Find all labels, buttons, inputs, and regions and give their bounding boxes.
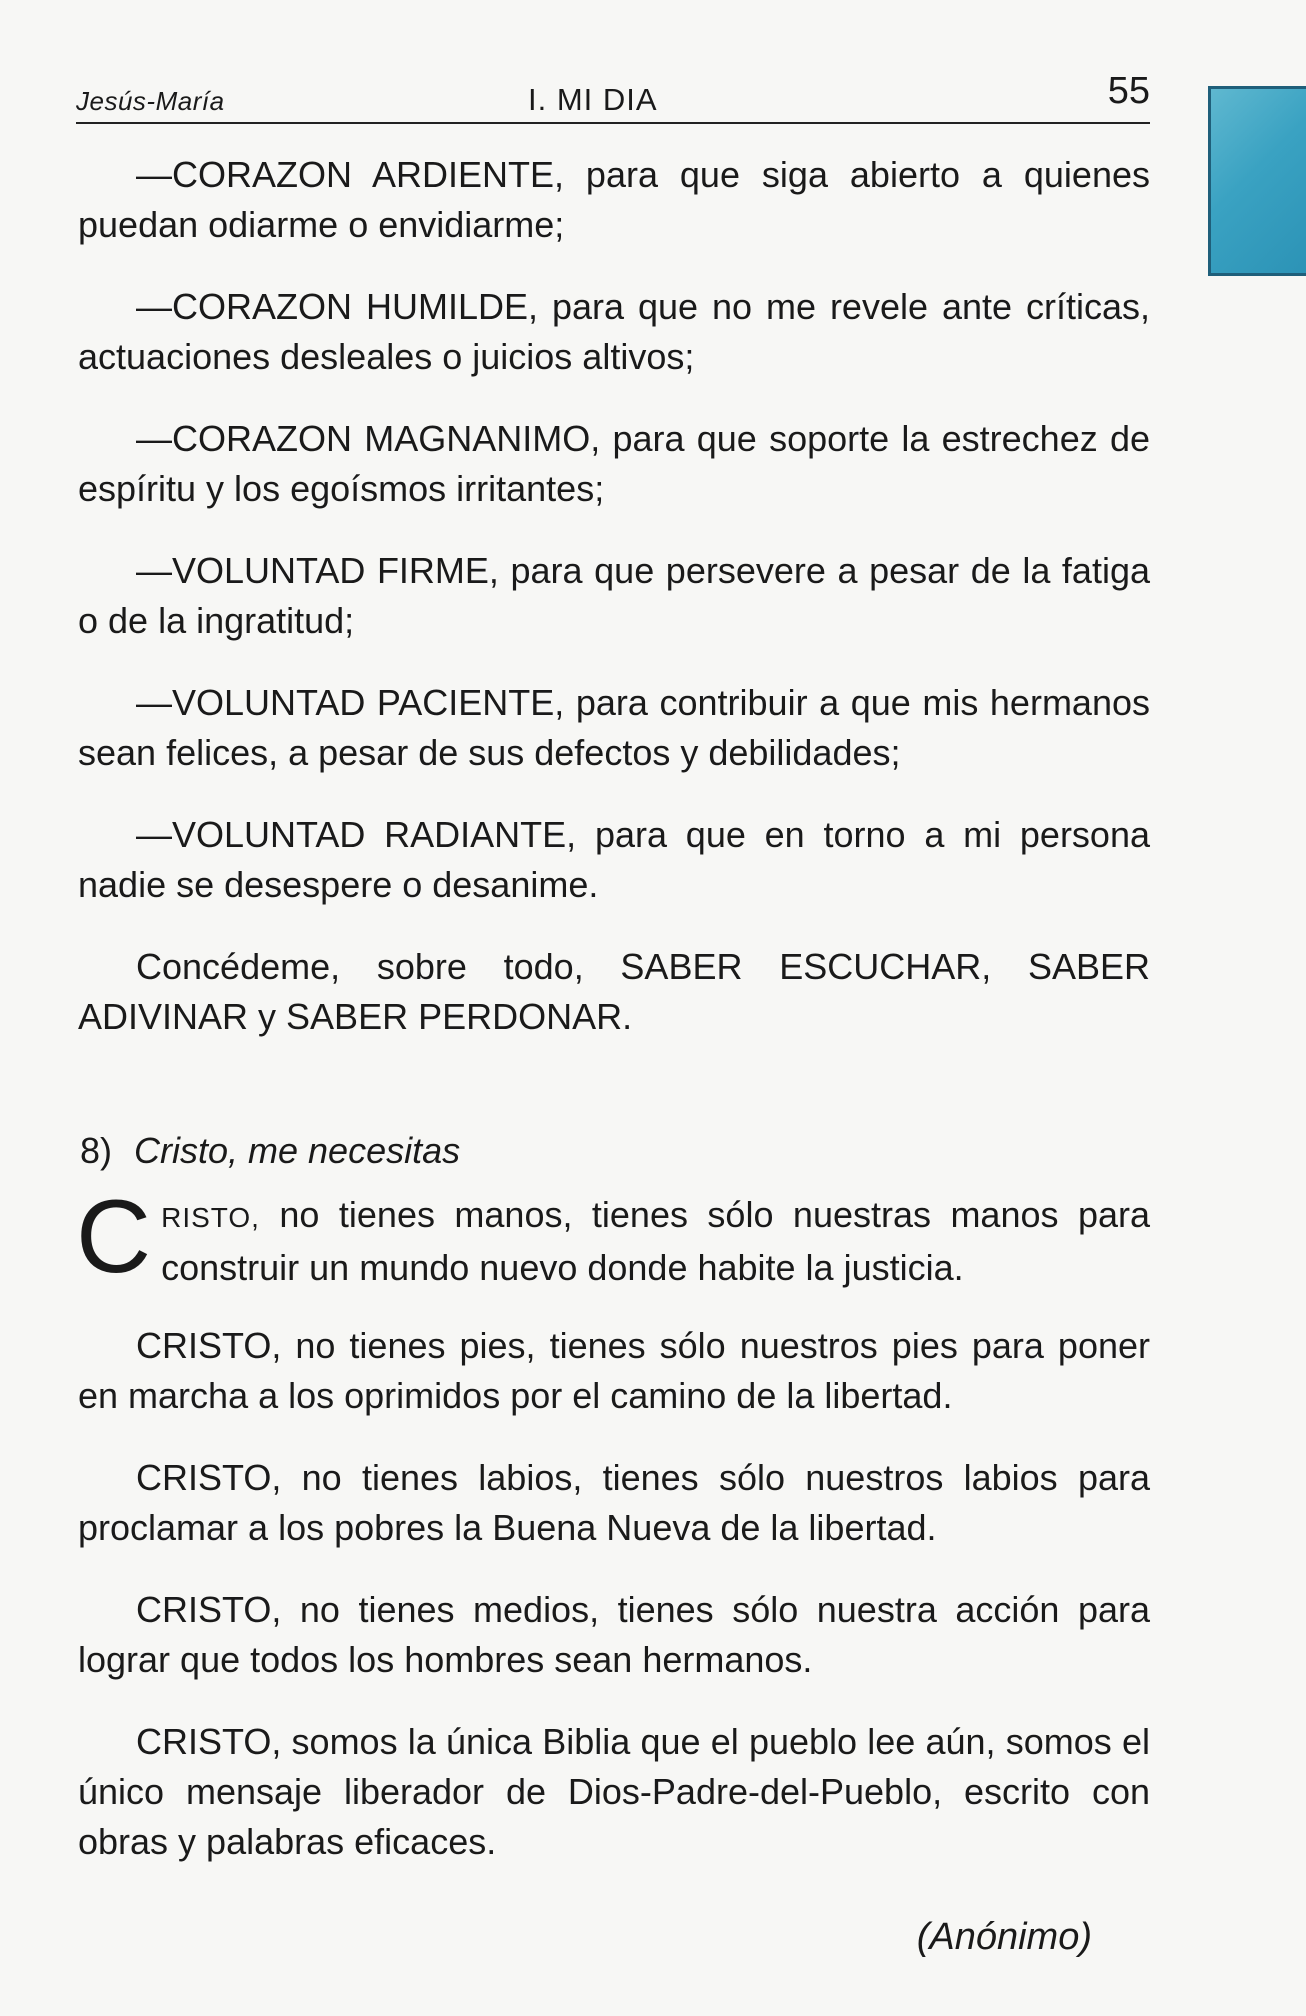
signature: (Anónimo) <box>916 1916 1092 1958</box>
drop-cap-continuation: RISTO, <box>161 1202 260 1233</box>
paragraph: —VOLUNTAD PACIENTE, para contribuir a que mis hermanos sean felices, a pesar de sus defectos y debilidades; <box>78 682 1150 773</box>
paragraph: —CORAZON MAGNANIMO, para que soporte la estrechez de espíritu y los egoísmos irritantes; <box>78 418 1150 509</box>
drop-cap: C <box>76 1179 152 1295</box>
section-title: Cristo, me necesitas <box>134 1130 461 1171</box>
page-body <box>78 150 1150 1867</box>
paragraph: —CORAZON ARDIENTE, para que siga abierto a quienes puedan odiarme o envidiarme; <box>78 154 1150 245</box>
paragraph: Concédeme, sobre todo, SABER ESCUCHAR, SABER ADIVINAR y SABER PERDONAR. <box>78 946 1150 1037</box>
running-head-left: Jesús-María <box>76 86 225 116</box>
edge-tab-marker <box>1208 86 1306 276</box>
paragraph: —VOLUNTAD RADIANTE, para que en torno a mi persona nadie se desespere o desanime. <box>78 814 1150 905</box>
paragraph: CRISTO, somos la única Biblia que el pueblo lee aún, somos el único mensaje liberador de Dios-Padre-del-Pueblo, escrito con obras y palabras eficaces. <box>78 1721 1150 1862</box>
paragraph: —VOLUNTAD FIRME, para que persevere a pesar de la fatiga o de la ingratitud; <box>78 550 1150 641</box>
first-paragraph <box>76 1179 1150 1295</box>
paragraph: CRISTO, no tienes labios, tienes sólo nuestros labios para proclamar a los pobres la Buena Nueva de la libertad. <box>78 1457 1150 1548</box>
page-number: 55 <box>1107 70 1150 112</box>
paragraph: CRISTO, no tienes medios, tienes sólo nuestra acción para lograr que todos los hombres sean hermanos. <box>78 1589 1150 1680</box>
running-head-center: I. MI DIA <box>528 82 658 117</box>
section-heading <box>78 1126 1150 1176</box>
paragraph: —CORAZON HUMILDE, para que no me revele ante críticas, actuaciones desleales o juicios altivos; <box>78 286 1150 377</box>
paragraph: CRISTO, no tienes pies, tienes sólo nuestros pies para poner en marcha a los oprimidos por el camino de la libertad. <box>78 1325 1150 1416</box>
page-header <box>76 70 1150 124</box>
section-number: 8) <box>80 1130 113 1171</box>
first-paragraph-text: no tienes manos, tienes sólo nuestras manos para construir un mundo nuevo donde habite la justicia. <box>161 1194 1150 1288</box>
